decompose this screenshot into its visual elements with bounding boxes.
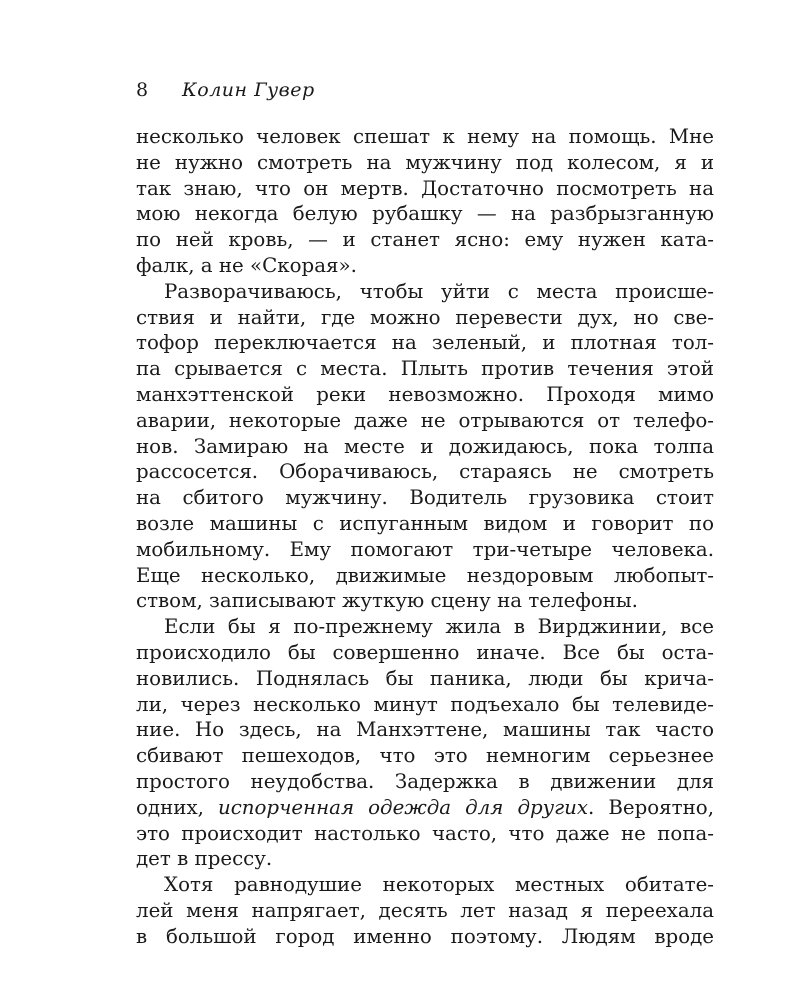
text-line: простого неудобства. Задержка в движении для — [136, 769, 714, 793]
text-line: лей меня напрягает, десять лет назад я переехала — [136, 898, 714, 922]
text-line: Разворачиваюсь, чтобы уйти с места происше- — [164, 279, 714, 303]
text-line: ние. Но здесь, на Манхэттене, машины так часто — [136, 718, 714, 742]
text-line-with-emphasis — [136, 795, 714, 821]
text-line: мобильному. Ему помогают три-четыре человека. — [136, 537, 714, 561]
paragraph — [136, 124, 714, 279]
text-line: ствия и найти, где можно перевести дух, но све- — [136, 305, 714, 329]
paragraph — [136, 872, 714, 949]
text-line: несколько человек спешат к нему на помощь. Мне — [136, 125, 714, 148]
text-line: так знаю, что он мертв. Достаточно посмотреть на — [136, 176, 714, 200]
text-line: фалк, а не «Скорая». — [136, 253, 357, 277]
paragraph — [136, 279, 714, 614]
text-line: возле машины с испуганным видом и говорит по — [136, 511, 714, 535]
text-line: на сбитого мужчину. Водитель грузовика стоит — [136, 486, 714, 510]
text-line: аварии, некоторые даже не отрываются от телефо- — [136, 408, 714, 432]
text-line: рассосется. Оборачиваюсь, стараясь не смотреть — [136, 460, 714, 484]
text-line: сбивают пешеходов, что это немногим серьезнее — [136, 744, 714, 768]
book-page — [136, 76, 714, 950]
text-line: происходило бы совершенно иначе. Все бы оста- — [136, 640, 714, 664]
text-line: Еще несколько, движимые нездоровым любопыт- — [136, 563, 714, 587]
text-segment: одних, — [136, 795, 218, 819]
text-line: па срывается с места. Плыть против течения этой — [136, 357, 714, 381]
running-header — [136, 76, 714, 104]
text-line: тофор переключается на зеленый, и плотная тол- — [136, 331, 714, 355]
text-line: это происходит настолько часто, что даже не попа- — [136, 821, 714, 845]
text-line: Если бы я по-прежнему жила в Вирджинии, все — [164, 615, 714, 639]
text-line: по ней кровь, — и станет ясно: ему нужен ката- — [136, 228, 714, 252]
text-line: новились. Поднялась бы паника, люди бы крича- — [136, 666, 714, 690]
running-title: Колин Гувер — [182, 79, 315, 101]
text-line: мою некогда белую рубашку — на разбрызганную — [136, 202, 714, 226]
italic-phrase: испорченная одежда для других — [217, 795, 589, 819]
text-line: ли, через несколько минут подъехало бы телевиде- — [136, 692, 714, 716]
text-line: Хотя равнодушие некоторых местных обитате- — [164, 873, 714, 897]
text-line: в большой город именно поэтому. Людям вроде — [136, 924, 714, 948]
paragraph — [136, 614, 714, 872]
text-line: манхэттенской реки невозможно. Проходя мимо — [136, 382, 714, 406]
text-line: не нужно смотреть на мужчину под колесом, я и — [136, 150, 714, 174]
text-segment: . Вероятно, — [588, 795, 714, 819]
text-line: дет в прессу. — [136, 847, 273, 871]
body-text — [136, 124, 714, 950]
text-line: нов. Замираю на месте и дожидаюсь, пока толпа — [136, 434, 714, 458]
page-number: 8 — [136, 79, 149, 101]
text-line: ством, записывают жуткую сцену на телефоны. — [136, 589, 638, 613]
